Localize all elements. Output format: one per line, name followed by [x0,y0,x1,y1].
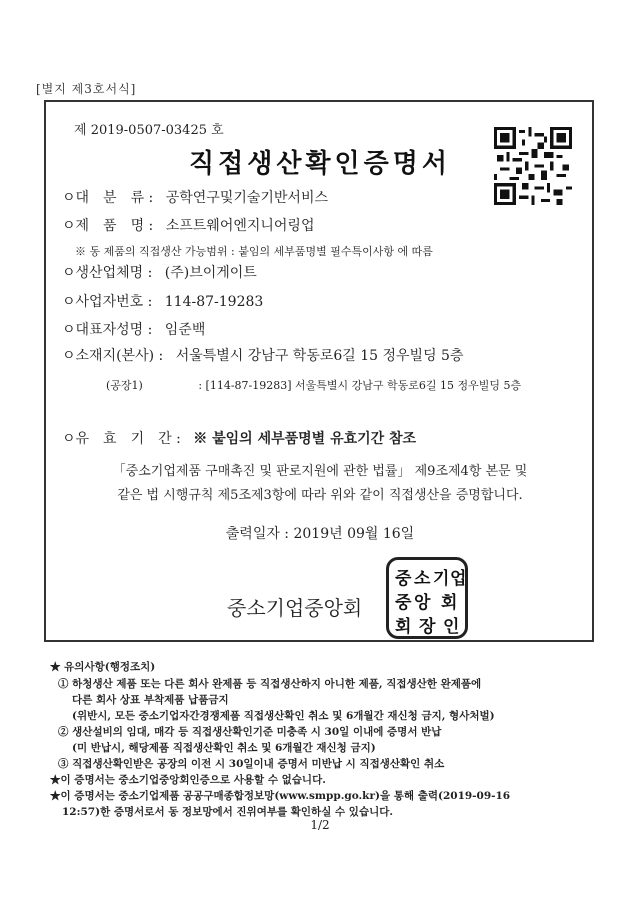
company-label: ㅇ생산업체명 : [62,265,153,281]
caution-item-3: ③ 직접생산확인받은 공장의 이전 시 30일이내 증명서 미반납 시 직접생산확인 취소 [58,758,445,770]
seal-char: 업 [450,569,467,589]
plant-value: : [114-87-19283] 서울특별시 강남구 학동로6길 15 정우빌딩 5층 [198,379,522,392]
statement-line-1: 「중소기업제품 구매촉진 및 판로지원에 관한 법률」 제9조제4항 본문 및 [112,464,528,479]
seal-char: 중 [395,569,412,589]
caution-note-2b: 12:57)한 증명서로서 동 정보망에서 진위여부를 확인하실 수 있습니다. [62,806,394,818]
page-number: 1/2 [310,818,330,832]
category-label: ㅇ대 분 류 : [62,190,154,206]
seal-char: 소 [414,569,431,589]
caution-item-2b: (미 반납시, 해당제품 직접생산확인 취소 및 6개월간 재신청 금지) [72,742,376,754]
certificate-number: 제 2019-0507-03425 호 [74,123,224,138]
statement-line-2: 같은 법 시행규칙 제5조제3항에 따라 위와 같이 직접생산을 증명합니다. [117,488,523,503]
seal-char: 기 [433,569,450,589]
caution-header: ★ 유의사항(행정조치) [50,661,156,673]
plant-label: (공장1) [106,379,143,392]
caution-note-1: ★이 증명서는 중소기업중앙회인증으로 사용할 수 없습니다. [50,774,326,786]
seal-char: 인 [443,617,460,637]
caution-item-1c: (위반시, 모든 중소기업자간경쟁제품 직접생산확인 취소 및 6개월간 재신청 금지, 형사처벌) [72,710,495,722]
plant-row [106,377,521,393]
seal-char: 회 [441,593,458,613]
official-seal [386,557,468,639]
seal-char: 장 [419,617,436,637]
bizno-value: 114-87-19283 [164,294,264,310]
product-row [62,215,314,235]
validity-row [62,428,416,448]
company-row [62,262,257,282]
product-label: ㅇ제 품 명 : [62,218,154,234]
category-row [62,187,328,207]
issuer-name: 중소기업중앙회 [227,596,363,620]
caution-note-2a: ★이 증명서는 중소기업제품 공공구매종합정보망(www.smpp.go.kr)을 통해 출력(2019-09-16 [50,790,511,802]
address-row [62,345,464,365]
seal-char: 중 [395,593,412,613]
bizno-label: ㅇ사업자번호 : [62,294,153,310]
address-label: ㅇ소재지(본사) : [62,348,164,364]
issue-date: 출력일자 : 2019년 09월 16일 [225,526,415,542]
caution-item-1b: 다른 회사 상표 부착제품 납품금지 [72,694,229,706]
ceo-value: 임준백 [164,322,206,338]
bizno-row [62,291,263,311]
caution-item-1a: ① 하청생산 제품 또는 다른 회사 완제품 등 직접생산하지 아니한 제품, 직접생산한 완제품에 [58,678,482,690]
category-value: 공학연구및기술기반서비스 [165,190,329,206]
ceo-label: ㅇ대표자성명 : [62,322,153,338]
company-value: (주)브이게이트 [164,265,257,281]
seal-char: 회 [395,617,412,637]
product-value: 소프트웨어엔지니어링업 [165,218,315,234]
address-value: 서울특별시 강남구 학동로6길 15 정우빌딩 5층 [175,348,464,364]
validity-label: ㅇ유 효 기 간 : [62,431,181,447]
seal-char: 앙 [414,593,431,613]
form-label: [별지 제3호서식] [36,82,137,96]
scope-note: ※ 동 제품의 직접생산 가능범위 : 붙임의 세부품명별 필수특이사항 에 따름 [75,245,433,258]
ceo-row [62,319,205,339]
validity-value: ※ 붙임의 세부품명별 유효기간 참조 [193,431,417,447]
document-title: 직접생산확인증명서 [188,149,452,179]
caution-item-2a: ② 생산설비의 임대, 매각 등 직접생산확인기준 미충족 시 30일 이내에 증명서 반납 [58,726,442,738]
